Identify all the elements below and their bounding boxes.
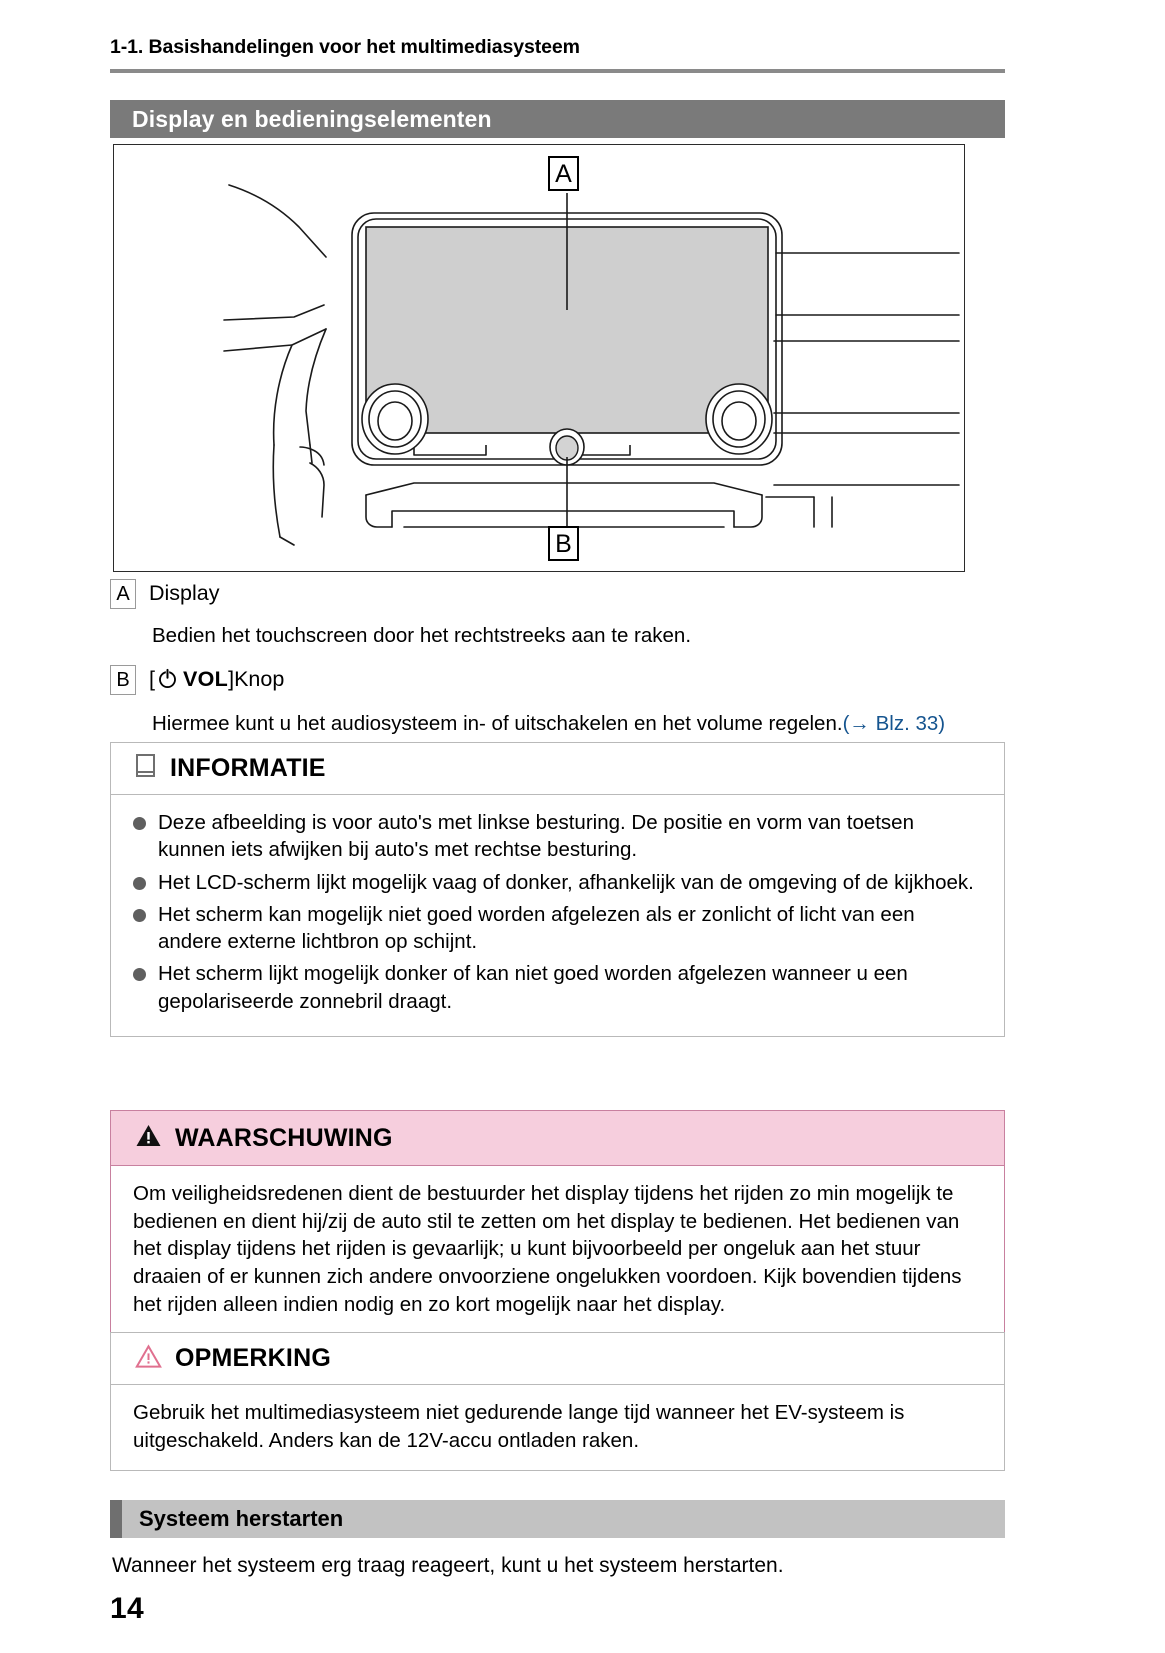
- bullet-icon: [133, 817, 146, 830]
- callout-body-b-text: Hiermee kunt u het audiosysteem in- of uitschakelen en het volume regelen.: [152, 711, 843, 735]
- subsection-bar-body: [122, 1500, 1005, 1538]
- warning-triangle-filled-icon: [135, 1123, 162, 1153]
- svg-text:A: A: [555, 160, 572, 188]
- console-diagram: [114, 145, 964, 571]
- section-title-bar: [110, 100, 1005, 138]
- list-item: [133, 960, 982, 1015]
- bracket-open: [: [149, 666, 155, 691]
- information-bullet-1: Deze afbeelding is voor auto's met linkse besturing. De positie en vorm van toetsen kunnen iets afwijken bij auto's met rechtse besturing.: [158, 811, 914, 862]
- callout-title-suffix: ]Knop: [228, 666, 285, 691]
- bullet-icon: [133, 968, 146, 981]
- information-bullet-3: Het scherm kan mogelijk niet goed worden afgelezen als er zonlicht of licht van een andere externe lichtbron op schijnt.: [158, 902, 915, 953]
- information-bullet-2: Het LCD-scherm lijkt mogelijk vaag of donker, afhankelijk van de omgeving of de kijkhoek.: [158, 870, 974, 894]
- warning-heading: WAARSCHUWING: [175, 1123, 393, 1152]
- running-header: [110, 36, 1005, 73]
- callout-marker-b: B: [110, 665, 136, 695]
- figure-illustration: [113, 144, 965, 572]
- list-item: [133, 809, 982, 864]
- bullet-icon: [133, 909, 146, 922]
- warning-triangle-outline-icon: [135, 1344, 162, 1374]
- callout-list: [110, 578, 1005, 751]
- callout-body-b: [110, 710, 1005, 738]
- warning-body: Om veiligheidsredenen dient de bestuurder het display tijdens het rijden zo min mogelijk te bedienen en dient hij/zij de auto stil te zetten om het display te bedienen. Het bedienen van het display tijdens het rijden is gevaarlijk; u kunt bijvoorbeeld per ongeluk aan het stuur draaien of er kunnen zich andere onvoorziene ongelukken voordoen. Kijk bovendien tijdens het rijden alleen indien nodig en zo kort mogelijk naar het display.: [133, 1182, 962, 1316]
- notice-body: Gebruik het multimediasysteem niet gedurende lange tijd wanneer het EV-systeem is uitgeschakeld. Anders kan de 12V-accu ontladen raken.: [133, 1401, 905, 1452]
- page-reference-link[interactable]: (→ Blz. 33): [842, 711, 946, 735]
- callout-item-a: [110, 578, 1005, 609]
- subsection-accent-tab: [110, 1500, 122, 1538]
- notice-header: [111, 1333, 1004, 1385]
- right-knob: [706, 384, 772, 454]
- notice-heading: OPMERKING: [175, 1344, 331, 1372]
- warning-header: [111, 1111, 1004, 1166]
- information-heading: INFORMATIE: [170, 754, 326, 782]
- book-icon: [135, 753, 158, 784]
- information-box: [110, 742, 1005, 1037]
- power-icon: [157, 667, 178, 697]
- information-body: [111, 795, 1004, 1036]
- figure-label-b: [549, 527, 578, 560]
- vol-label: VOL: [182, 666, 229, 691]
- subsection-paragraph: Wanneer het systeem erg traag reageert, kunt u het systeem herstarten.: [112, 1554, 784, 1577]
- bullet-icon: [133, 877, 146, 890]
- list-item: [133, 869, 982, 896]
- callout-item-b: [110, 664, 1005, 697]
- figure-label-a: [549, 157, 578, 190]
- callout-marker-a: A: [110, 579, 136, 609]
- subsection-bar: [110, 1500, 1005, 1538]
- page-number: 14: [110, 1592, 144, 1625]
- svg-text:B: B: [555, 530, 572, 558]
- section-title-text: Display en bedieningselementen: [132, 105, 492, 132]
- running-header-text: 1-1. Basishandelingen voor het multimediasysteem: [110, 36, 580, 58]
- header-rule: [110, 69, 1005, 73]
- callout-body-a: Bedien het touchscreen door het rechtstreeks aan te raken.: [152, 624, 692, 647]
- notice-box: [110, 1332, 1005, 1471]
- callout-title-a: Display: [149, 581, 220, 605]
- left-knob: [362, 384, 428, 454]
- information-header: [111, 743, 1004, 795]
- list-item: [133, 901, 982, 956]
- subsection-title: Systeem herstarten: [139, 1506, 344, 1531]
- warning-box: [110, 1110, 1005, 1335]
- information-bullet-4: Het scherm lijkt mogelijk donker of kan niet goed worden afgelezen wanneer u een gepolariseerde zonnebril draagt.: [158, 962, 908, 1013]
- callout-title-b: [136, 664, 284, 697]
